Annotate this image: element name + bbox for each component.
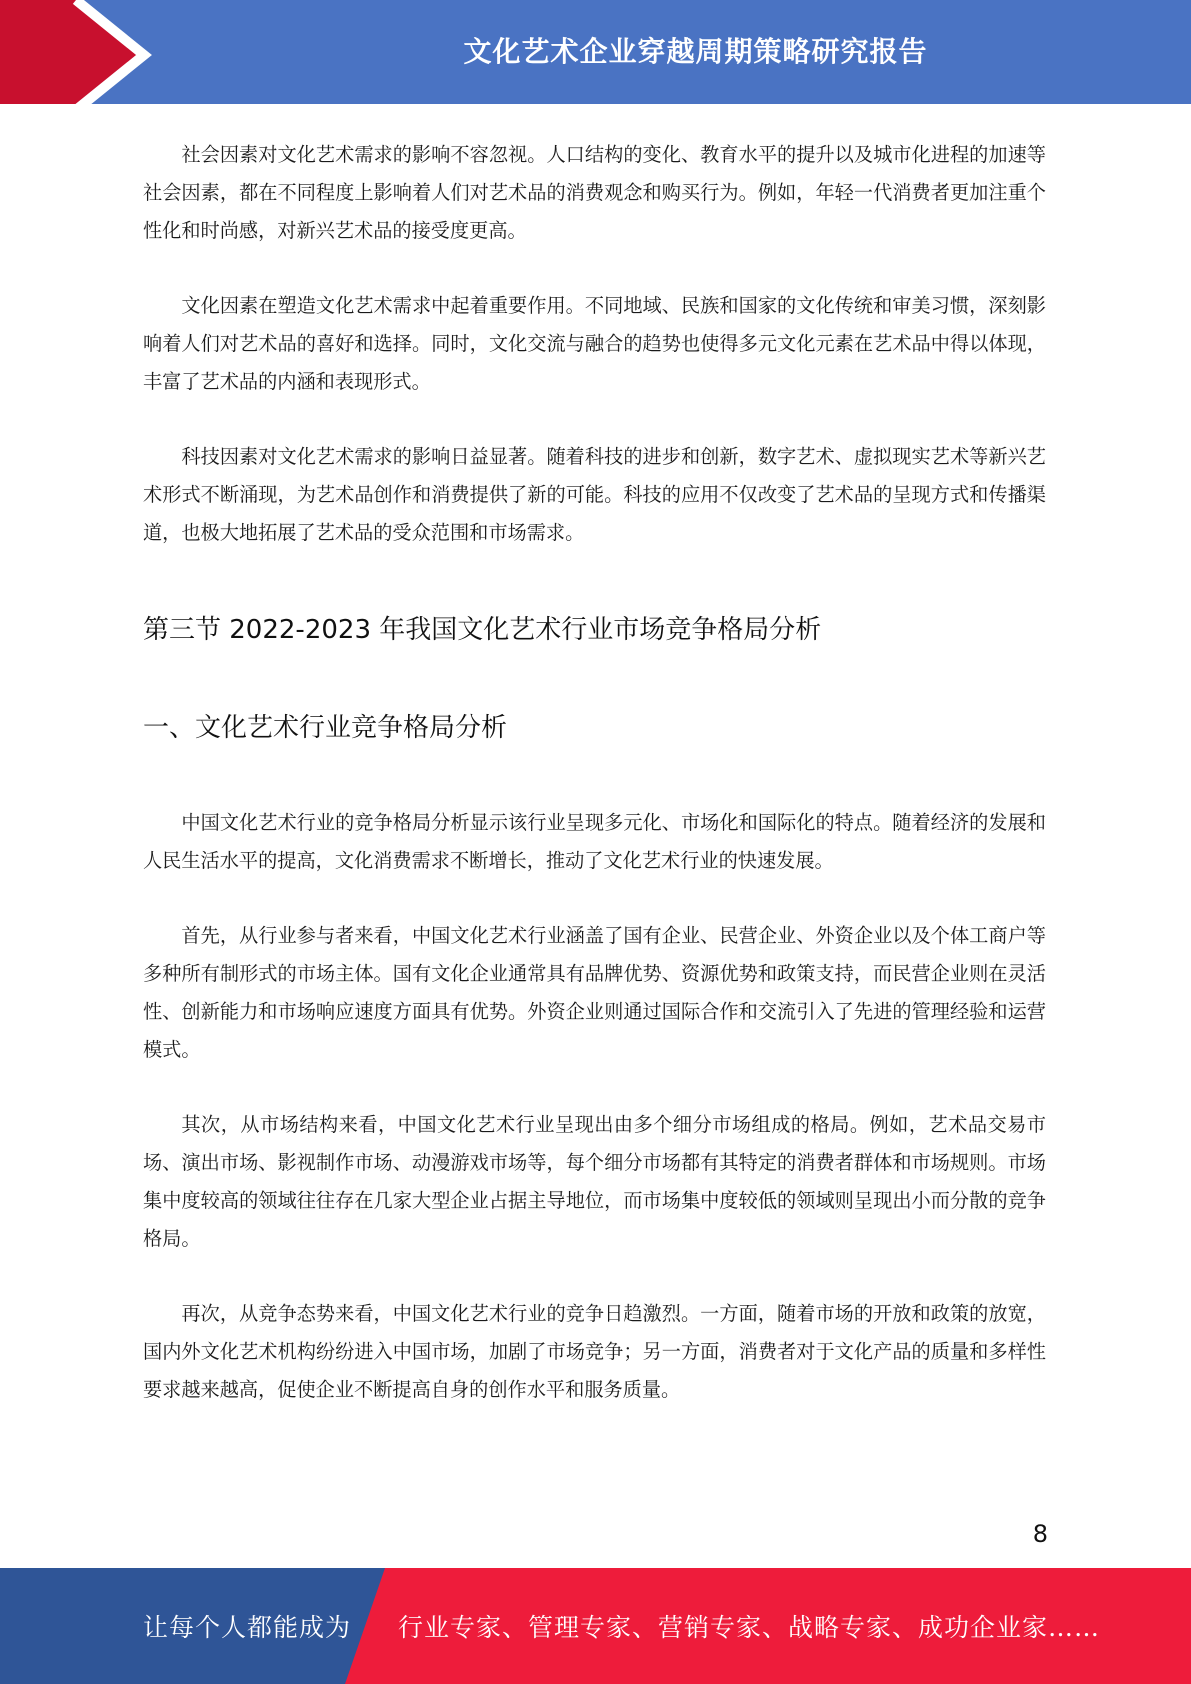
paragraph-overview: 中国文化艺术行业的竞争格局分析显示该行业呈现多元化、市场化和国际化的特点。随着经济的发展和人民生活水平的提高，文化消费需求不断增长，推动了文化艺术行业的快速发展。 bbox=[143, 811, 1046, 872]
paragraph-tech-factors: 科技因素对文化艺术需求的影响日益显著。随着科技的进步和创新，数字艺术、虚拟现实艺术等新兴艺术形式不断涌现，为艺术品创作和消费提供了新的可能。科技的应用不仅改变了艺术品的呈现方式和传播渠道，也极大地拓展了艺术品的受众范围和市场需求。 bbox=[143, 445, 1046, 544]
paragraph-competition: 再次，从竞争态势来看，中国文化艺术行业的竞争日趋激烈。一方面，随着市场的开放和政策的放宽，国内外文化艺术机构纷纷进入中国市场，加剧了市场竞争；另一方面，消费者对于文化产品的质量和多样性要求越来越高，促使企业不断提高自身的创作水平和服务质量。 bbox=[143, 1302, 1046, 1401]
page-number: 8 bbox=[1032, 1520, 1048, 1548]
paragraph-cultural-factors: 文化因素在塑造文化艺术需求中起着重要作用。不同地域、民族和国家的文化传统和审美习惯，深刻影响着人们对艺术品的喜好和选择。同时，文化交流与融合的趋势也使得多元文化元素在艺术品中得以体现，丰富了艺术品的内涵和表现形式。 bbox=[143, 294, 1046, 393]
page-content bbox=[143, 136, 1046, 1446]
paragraph-participants: 首先，从行业参与者来看，中国文化艺术行业涵盖了国有企业、民营企业、外资企业以及个体工商户等多种所有制形式的市场主体。国有文化企业通常具有品牌优势、资源优势和政策支持，而民营企业则在灵活性、创新能力和市场响应速度方面具有优势。外资企业则通过国际合作和交流引入了先进的管理经验和运营模式。 bbox=[143, 924, 1046, 1061]
page-footer bbox=[0, 1568, 1191, 1684]
paragraph-market-structure: 其次，从市场结构来看，中国文化艺术行业呈现出由多个细分市场组成的格局。例如，艺术品交易市场、演出市场、影视制作市场、动漫游戏市场等，每个细分市场都有其特定的消费者群体和市场规则。市场集中度较高的领域往往存在几家大型企业占据主导地位，而市场集中度较低的领域则呈现出小而分散的竞争格局。 bbox=[143, 1113, 1046, 1250]
page-header bbox=[0, 0, 1191, 110]
sub-heading: 一、文化艺术行业竞争格局分析 bbox=[143, 713, 508, 743]
paragraph-social-factors: 社会因素对文化艺术需求的影响不容忽视。人口结构的变化、教育水平的提升以及城市化进程的加速等社会因素，都在不同程度上影响着人们对艺术品的消费观念和购买行为。例如，年轻一代消费者更加注重个性化和时尚感，对新兴艺术品的接受度更高。 bbox=[143, 143, 1046, 242]
report-title: 文化艺术企业穿越周期策略研究报告 bbox=[463, 35, 928, 68]
footer-slogan-right: 行业专家、管理专家、营销专家、战略专家、成功企业家…… bbox=[398, 1613, 1101, 1642]
section-heading: 第三节 2022-2023 年我国文化艺术行业市场竞争格局分析 bbox=[143, 615, 822, 645]
footer-slogan-left: 让每个人都能成为 bbox=[143, 1613, 352, 1642]
